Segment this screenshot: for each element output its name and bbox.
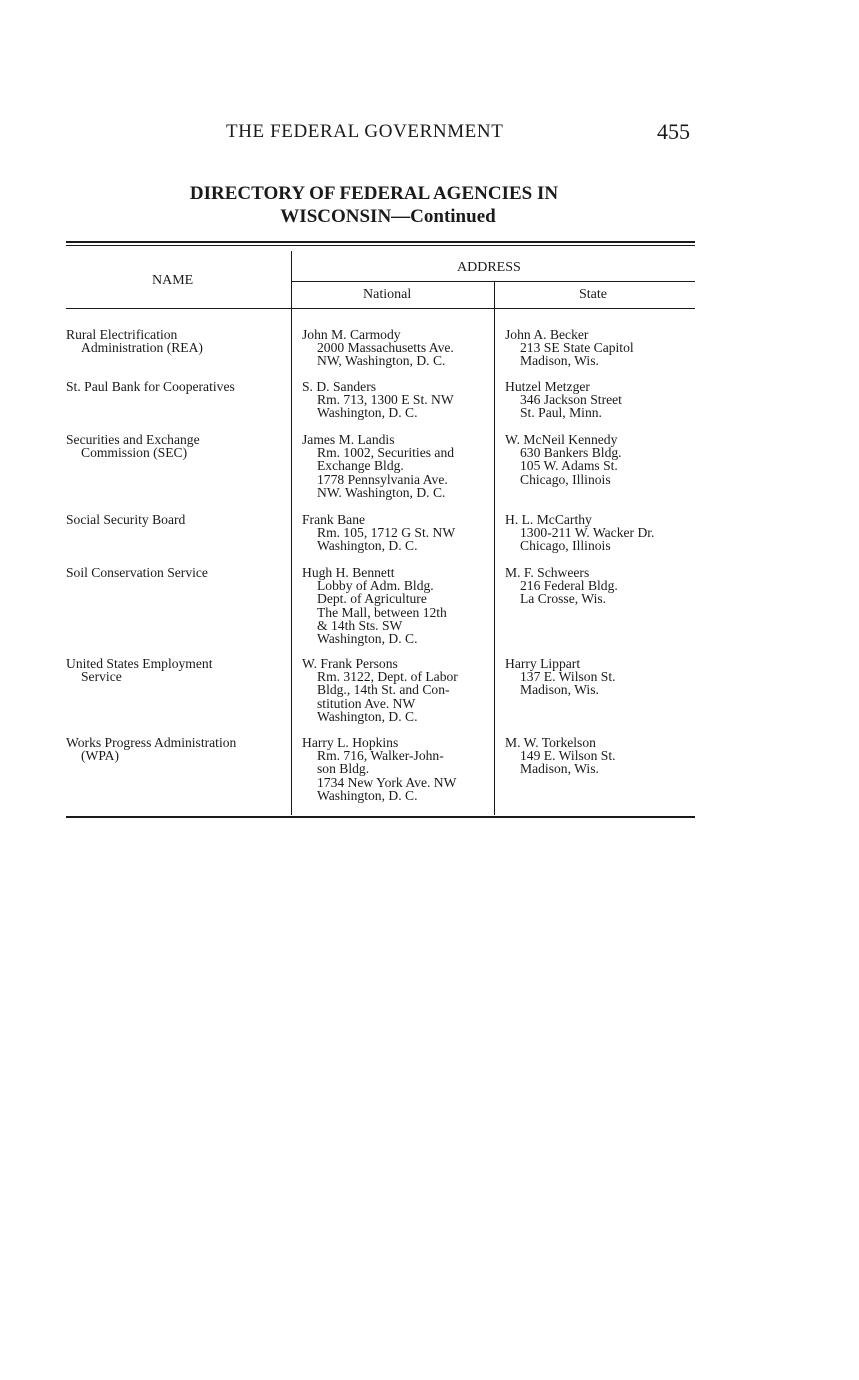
agency-name: United States Employment Service — [66, 656, 213, 685]
agency-name: St. Paul Bank for Cooperatives — [66, 379, 235, 394]
national-address: Harry L. Hopkins Rm. 716, Walker-John- son Bldg. 1734 New York Ave. NW Washington, D. C. — [302, 735, 457, 803]
state-address: W. McNeil Kennedy 630 Bankers Bldg. 105 W. Adams St. Chicago, Illinois — [505, 432, 622, 487]
column-header-name: NAME — [152, 273, 194, 288]
state-address: M. W. Torkelson 149 E. Wilson St. Madison, Wis. — [505, 735, 616, 777]
state-address: Harry Lippart 137 E. Wilson St. Madison, Wis. — [505, 656, 616, 698]
table-top-rule — [66, 241, 695, 243]
national-address: Frank Bane Rm. 105, 1712 G St. NW Washington, D. C. — [302, 512, 456, 554]
column-header-state: State — [579, 287, 607, 302]
page-title-line-2: WISCONSIN—Continued — [280, 206, 496, 227]
national-address: John M. Carmody 2000 Massachusetts Ave. NW, Washington, D. C. — [302, 327, 454, 369]
agency-name: Securities and Exchange Commission (SEC) — [66, 432, 200, 461]
agency-name: Rural Electrification Administration (REA) — [66, 327, 203, 356]
state-address: Hutzel Metzger 346 Jackson Street St. Paul, Minn. — [505, 379, 622, 421]
column-divider-name — [291, 251, 292, 815]
column-divider-national — [494, 282, 495, 815]
agency-name: Social Security Board — [66, 512, 186, 527]
page-title-line-1: DIRECTORY OF FEDERAL AGENCIES IN — [189, 183, 559, 204]
state-address: H. L. McCarthy 1300-211 W. Wacker Dr. Chicago, Illinois — [505, 512, 655, 554]
column-header-national: National — [363, 287, 412, 302]
running-title: THE FEDERAL GOVERNMENT — [226, 121, 504, 142]
agency-name: Soil Conservation Service — [66, 565, 208, 580]
national-address: James M. Landis Rm. 1002, Securities and Exchange Bldg. 1778 Pennsylvania Ave. NW. Washington, D. C. — [302, 432, 455, 500]
table-bottom-rule — [66, 816, 695, 818]
column-header-address: ADDRESS — [457, 260, 521, 275]
national-address: Hugh H. Bennett Lobby of Adm. Bldg. Dept. of Agriculture The Mall, between 12th & 14th Sts. SW Washington, D. C. — [302, 565, 447, 647]
state-address: John A. Becker 213 SE State Capitol Madison, Wis. — [505, 327, 634, 369]
agency-name: Works Progress Administration (WPA) — [66, 735, 237, 764]
header-bottom-rule — [66, 308, 695, 309]
national-address: S. D. Sanders Rm. 713, 1300 E St. NW Washington, D. C. — [302, 379, 454, 421]
state-address: M. F. Schweers 216 Federal Bldg. La Crosse, Wis. — [505, 565, 618, 607]
table-top-rule-inner — [66, 245, 695, 246]
page-number: 455 — [657, 119, 690, 144]
national-address: W. Frank Persons Rm. 3122, Dept. of Labor Bldg., 14th St. and Con- stitution Ave. NW Washington, D. C. — [302, 656, 458, 724]
